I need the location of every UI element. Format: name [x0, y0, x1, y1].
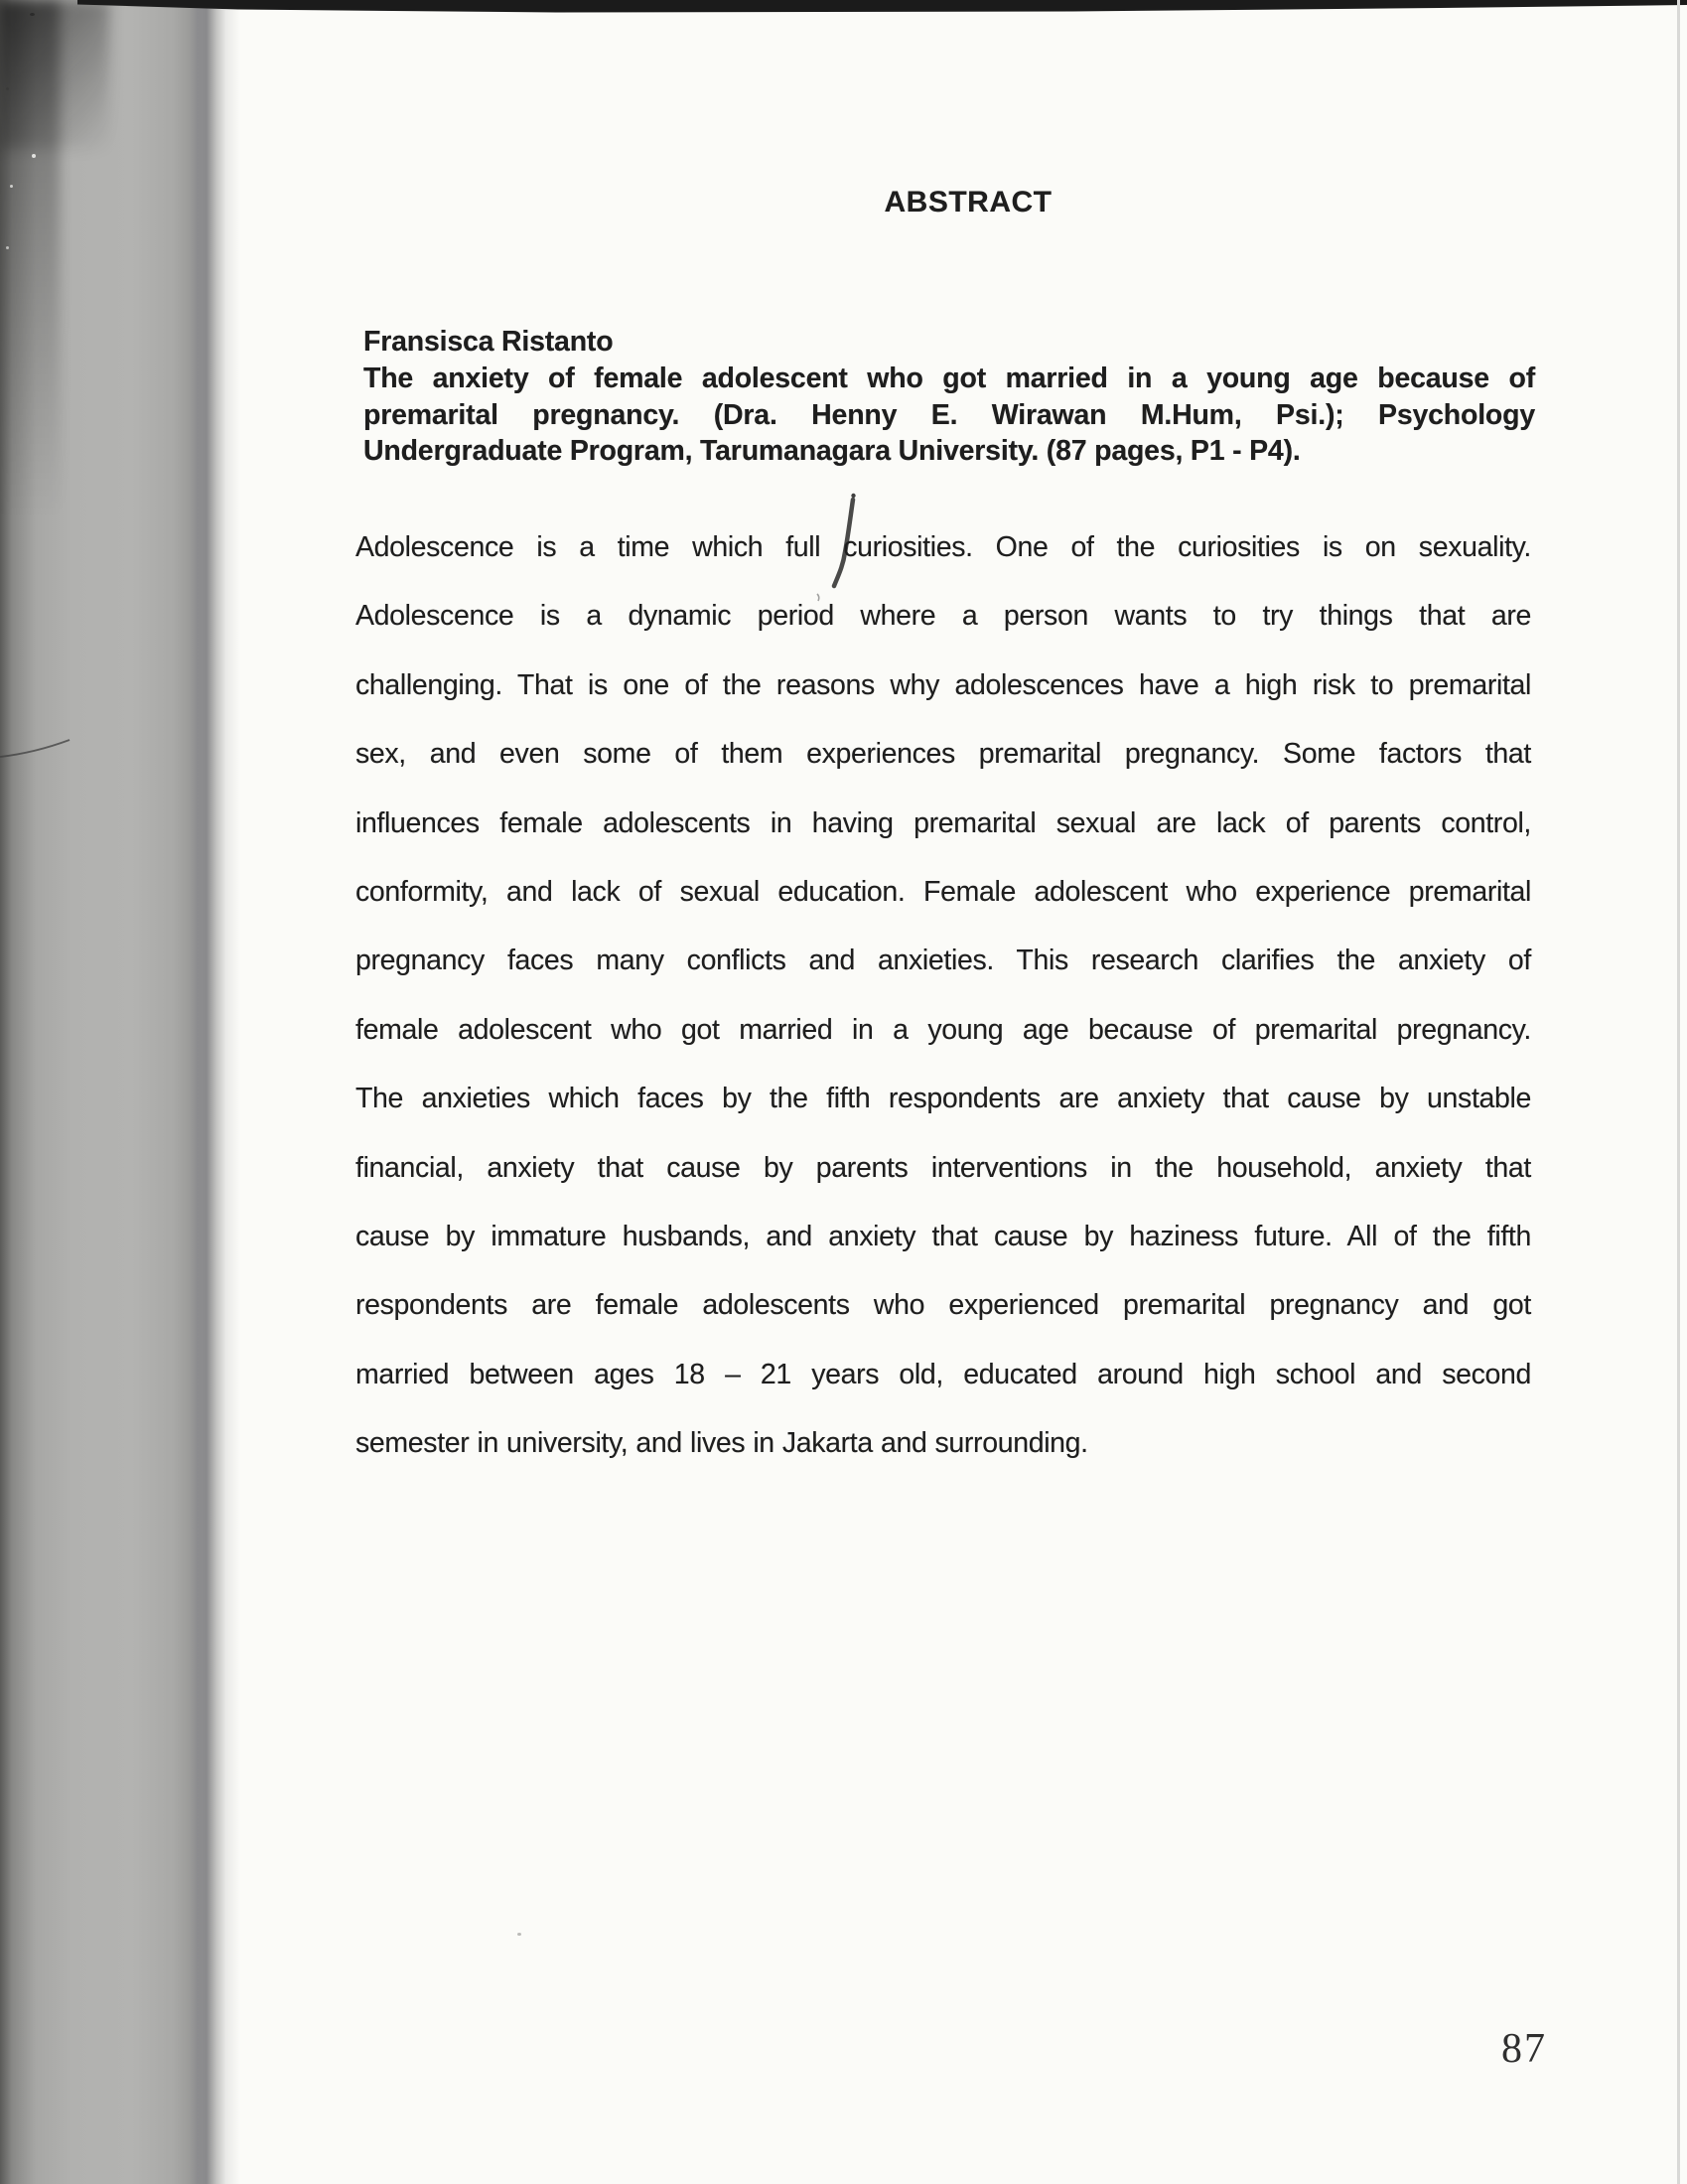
body-line: influences female adolescents in having premarital sexual are lack of parents control, — [355, 806, 1531, 839]
body-line: challenging. That is one of the reasons why adolescences have a high risk to premarital — [355, 668, 1531, 701]
dust-speck — [6, 87, 9, 90]
dust-speck — [6, 246, 9, 249]
dust-speck — [32, 154, 36, 158]
body-line: The anxieties which faces by the fifth respondents are anxiety that cause by unstable — [355, 1083, 1531, 1115]
body-line: female adolescent who got married in a young age because of premarital pregnancy. — [355, 1013, 1531, 1046]
author-name: Fransisca Ristanto — [363, 326, 614, 358]
body-line: pregnancy faces many conflicts and anxieties. This research clarifies the anxiety of — [355, 945, 1531, 977]
thesis-title-line: premarital pregnancy. (Dra. Henny E. Wirawan M.Hum, Psi.); Psychology — [363, 398, 1535, 431]
thesis-title-line: The anxiety of female adolescent who got married in a young age because of — [363, 362, 1535, 394]
body-line: financial, anxiety that cause by parents interventions in the household, anxiety that — [355, 1151, 1531, 1184]
body-line: Adolescence is a dynamic period where a person wants to try things that are — [355, 600, 1531, 633]
body-line: Adolescence is a time which full curiosities. One of the curiosities is on sexuality. — [355, 531, 1531, 563]
scan-edge-top-strip — [0, 0, 1687, 18]
abstract-body — [355, 513, 1531, 1479]
body-line: conformity, and lack of sexual education. Female adolescent who experience premarital — [355, 876, 1531, 909]
body-line: sex, and even some of them experiences premarital pregnancy. Some factors that — [355, 738, 1531, 771]
body-line: cause by immature husbands, and anxiety that cause by haziness future. All of the fifth — [355, 1221, 1531, 1253]
abstract-title: ABSTRACT — [884, 186, 1053, 218]
thesis-title-line: Undergraduate Program, Tarumanagara University. (87 pages, P1 - P4). — [363, 435, 1301, 468]
page-number: 87 — [1501, 2026, 1547, 2072]
dust-speck — [10, 185, 13, 188]
body-line: respondents are female adolescents who experienced premarital pregnancy and got — [355, 1289, 1531, 1322]
page-right-edge-line — [1677, 0, 1680, 2184]
body-line: married between ages 18 – 21 years old, educated around high school and second — [355, 1358, 1531, 1390]
ink-speck — [517, 1933, 521, 1936]
body-line: semester in university, and lives in Jakarta and surrounding. — [355, 1427, 1088, 1460]
gutter-left-shadow — [0, 0, 60, 516]
thesis-header — [363, 324, 1535, 470]
hairline-scratch — [0, 733, 74, 763]
